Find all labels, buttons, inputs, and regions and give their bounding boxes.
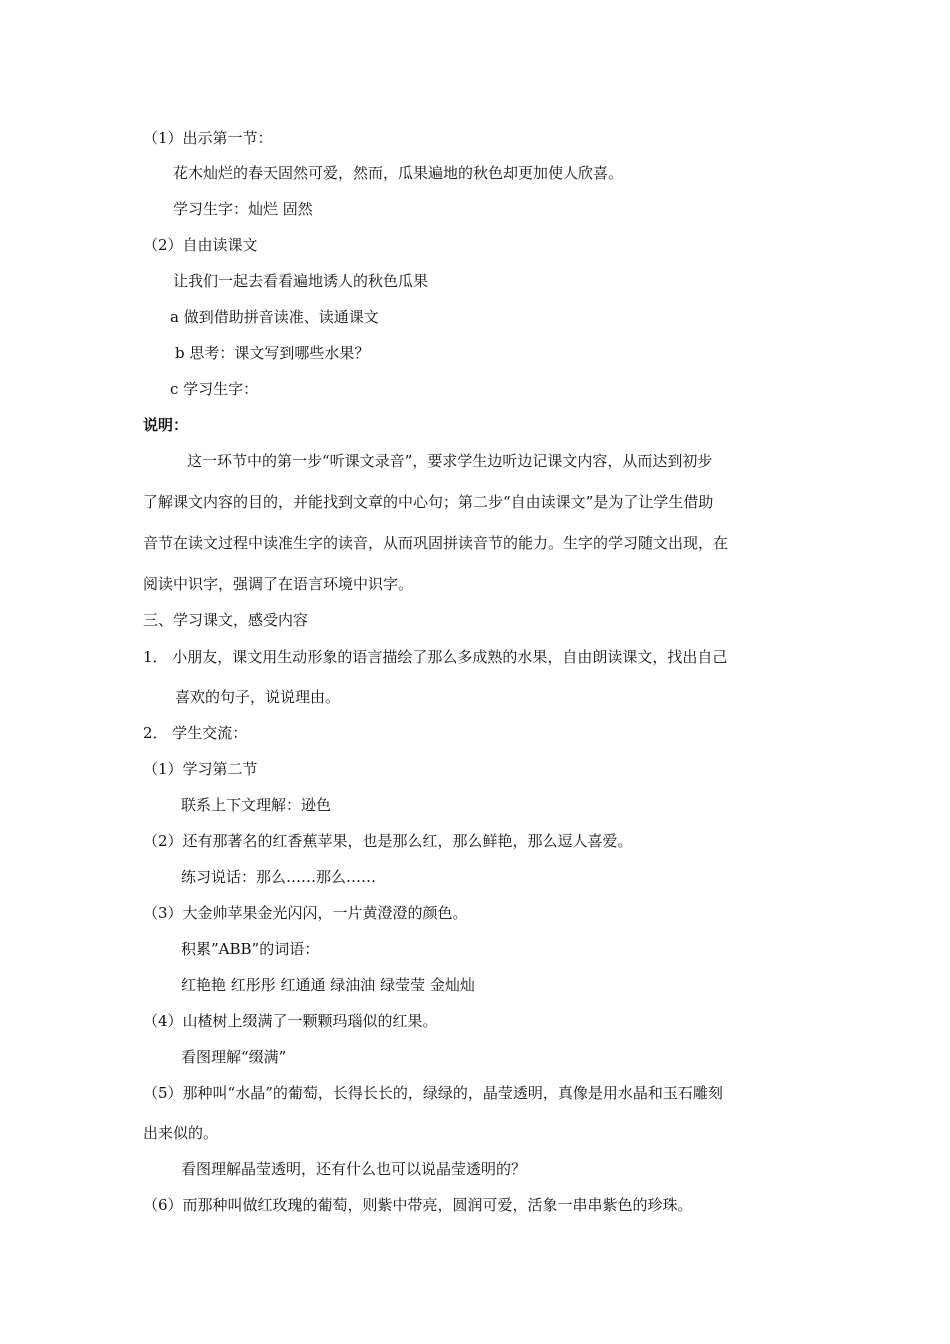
section-1-text: 花木灿烂的春天固然可爱，然而，瓜果遍地的秋色却更加使人欣喜。 bbox=[173, 164, 624, 182]
crystal-grape-line-1: （5）那种叫“水晶”的葡萄，长得长长的，绿绿的，晶莹透明，真像是用水晶和玉石雕刻 bbox=[143, 1084, 723, 1102]
hawthorn-tree: （4）山楂树上缀满了一颗颗玛瑙似的红果。 bbox=[143, 1012, 438, 1030]
abb-words-heading: 积累”ABB”的词语： bbox=[181, 940, 320, 958]
crystal-grape-line-2: 出来似的。 bbox=[143, 1124, 219, 1142]
item-2: 2． 学生交流： bbox=[143, 724, 248, 742]
item-1-line-2: 喜欢的句子，说说理由。 bbox=[175, 688, 341, 706]
subsection-1-heading: （1）出示第一节： bbox=[143, 129, 273, 147]
note-heading: 说明： bbox=[143, 416, 189, 434]
abb-words-list: 红艳艳 红彤彤 红通通 绿油油 绿莹莹 金灿灿 bbox=[181, 976, 475, 994]
context-understanding: 联系上下文理解：逊色 bbox=[181, 796, 332, 814]
study-section-2: （1）学习第二节 bbox=[143, 760, 258, 778]
picture-understanding-1: 看图理解“缀满” bbox=[181, 1048, 287, 1066]
note-paragraph-line-2: 了解课文内容的目的，并能找到文章的中心句；第二步“自由读课文”是为了让学生借助 bbox=[143, 493, 714, 511]
picture-understanding-2: 看图理解晶莹透明，还有什么也可以说晶莹透明的？ bbox=[181, 1160, 527, 1178]
subsection-2-heading: （2）自由读课文 bbox=[143, 236, 258, 254]
reading-intro: 让我们一起去看看遍地诱人的秋色瓜果 bbox=[173, 272, 429, 290]
task-b: b 思考：课文写到哪些水果？ bbox=[175, 344, 370, 362]
note-paragraph-line-4: 阅读中识字，强调了在语言环境中识字。 bbox=[143, 575, 414, 593]
task-c: c 学习生字： bbox=[170, 380, 259, 398]
speaking-practice: 练习说话：那么……那么…… bbox=[181, 868, 377, 886]
task-a: a 做到借助拼音读准、读通课文 bbox=[170, 308, 379, 326]
golden-apple: （3）大金帅苹果金光闪闪，一片黄澄澄的颜色。 bbox=[143, 904, 468, 922]
section-3-heading: 三、学习课文，感受内容 bbox=[143, 611, 309, 629]
note-paragraph-line-1: 这一环节中的第一步“听课文录音”，要求学生边听边记课文内容，从而达到初步 bbox=[187, 452, 713, 470]
red-rose-grape: （6）而那种叫做红玫瑰的葡萄，则紫中带亮，圆润可爱，活象一串串紫色的珍珠。 bbox=[143, 1196, 693, 1214]
red-banana-apple: （2）还有那著名的红香蕉苹果，也是那么红，那么鲜艳，那么逗人喜爱。 bbox=[143, 832, 633, 850]
new-words-1: 学习生字：灿烂 固然 bbox=[173, 200, 313, 218]
note-paragraph-line-3: 音节在读文过程中读准生字的读音，从而巩固拼读音节的能力。生字的学习随文出现，在 bbox=[143, 534, 729, 552]
item-1-line-1: 1． 小朋友，课文用生动形象的语言描绘了那么多成熟的水果，自由朗读课文，找出自己 bbox=[143, 648, 728, 666]
